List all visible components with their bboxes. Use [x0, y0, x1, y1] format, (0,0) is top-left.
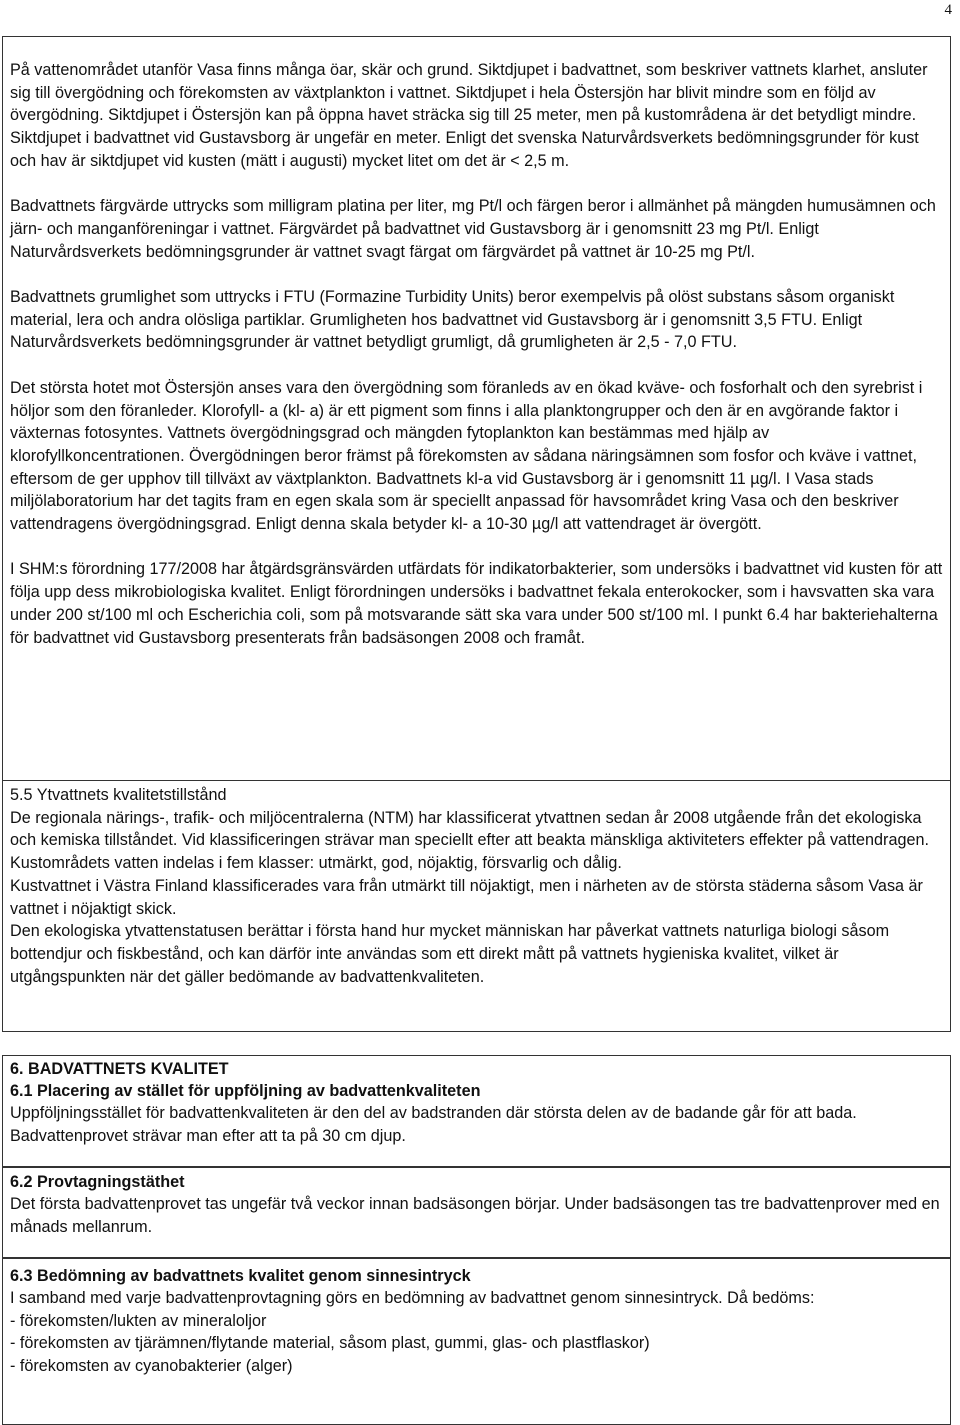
- coastal-classes-text: Kustområdets vatten indelas i fem klasser: utmärkt, god, nöjaktig, försvarlig och dålig.: [10, 854, 622, 873]
- section-title-6-2: 6.2 Provtagningstäthet: [10, 1173, 185, 1191]
- sampling-location-text: Uppföljningsstället för badvattenkvaliteten är den del av badstranden där största delen av de badande går för att bada. Badvattenprovet strävar man efter att ta på 30 cm djup.: [10, 1104, 857, 1145]
- section-6-3-box: [2, 1258, 951, 1425]
- paragraph-visibility: På vattenområdet utanför Vasa finns många öar, skär och grund. Siktdjupet i badvattnet, som beskriver vattnets klarhet, ansluter sig till övergödning och förekomsten av växtplankton i vattnet. Siktdjupet i hela Östersjön har blivit mindre som en följd av övergödning. Siktdjupet i Östersjön kan på öppna havet sträcka sig till 25 meter, men på kustområdena är det betydligt mindre. Siktdjupet i badvattnet vid Gustavsborg är ungefär en meter. Enligt det svenska Naturvårdsverkets bedömningsgrunder för kust och hav är siktdjupet vid kusten (mätt i augusti) mycket litet om det är < 2,5 m.: [10, 61, 928, 170]
- assessment-item-cyanobacteria: - förekomsten av cyanobakterier (alger): [10, 1357, 293, 1376]
- section-title-5-5: 5.5 Ytvattnets kvalitetstillstånd: [10, 786, 227, 804]
- paragraph-turbidity: Badvattnets grumlighet som uttrycks i FTU (Formazine Turbidity Units) beror exempelvis på olöst substans såsom organiskt material, lera och andra olösliga partiklar. Grumligheten hos badvattnet vid Gustavsborg är i genomsnitt 3,5 FTU. Enligt Naturvårdsverkets bedömningsgrunder är vattnet betydligt grumligt, då grumligheten är 2,5 - 7,0 FTU.: [10, 288, 895, 352]
- section-title-6-3: 6.3 Bedömning av badvattnets kvalitet genom sinnesintryck: [10, 1267, 471, 1285]
- water-quality-text-box: [2, 36, 951, 781]
- paragraph-eutrophication: Det största hotet mot Östersjön anses vara den övergödning som föranleds av en ökad kväve- och fosforhalt och den syrebrist i höljor som den föranleder. Klorofyll- a (kl- a) är ett pigment som finns i alla planktongrupper och den är en avgörande faktor i växternas fotosyntes. Vattnets övergödningsgrad och mängden fytoplankton kan bestämmas med hjälp av klorofyllkoncentrationen. Övergödningen beror främst på förekomsten av sådana näringsämnen som fosfor och kväve i vattnet, eftersom de ger upphov till tillväxt av växtplankton. Badvattnets kl-a vid Gustavsborg är i genomsnitt 11 µg/l. I Vasa stads miljölaboratorium har det tagits fram en egen skala som är speciellt anpassad för havsområdet kring Vasa och den beskriver vattendragens övergödningsgrad. Enligt denna skala betyder kl- a 10-30 µg/l att vattendraget är övergött.: [10, 378, 923, 534]
- section-title-6-1: 6.1 Placering av stället för uppföljning av badvattenkvaliteten: [10, 1082, 481, 1100]
- surface-water-status-box: [2, 780, 951, 1032]
- section-6-1-box: [2, 1055, 951, 1167]
- sensory-assessment-text: I samband med varje badvattenprovtagning görs en bedömning av badvattnet genom sinnesintryck. Då bedöms:: [10, 1289, 815, 1307]
- ntm-classification-text: De regionala närings-, trafik- och miljöcentralerna (NTM) har klassificerat ytvattnen sedan år 2008 utgående från det ekologiska och kemiska tillståndet. Vid klassificeringen strävar man speciellt efter att beakta mänskliga aktiviteters effekter på vattendragen.: [10, 808, 929, 850]
- sampling-frequency-text: Det första badvattenprovet tas ungefär två veckor innan badsäsongen börjar. Under badsäsongen tas tre badvattenprover med en månads mellanrum.: [10, 1195, 940, 1236]
- assessment-item-mineral-oils: - förekomsten/lukten av mineraloljor: [10, 1311, 267, 1330]
- paragraph-color-value: Badvattnets färgvärde uttrycks som milligram platina per liter, mg Pt/l och färgen beror i allmänhet på mängden humusämnen och järn- och manganföreningar i vattnet. Färgvärdet på badvattnet vid Gustavsborg är i genomsnitt 23 mg Pt/l. Enligt Naturvårdsverkets bedömningsgrunder är vattnet svagt färgat om färgvärdet på vattnet är 10-25 mg Pt/l.: [10, 197, 936, 261]
- page-number: 4: [944, 2, 952, 18]
- paragraph-indicator-bacteria: I SHM:s förordning 177/2008 har åtgärdsgränsvärden utfärdats för indikatorbakterier, som undersöks i badvattnet vid kusten för att följa upp dess mikrobiologiska kvalitet. Enligt förordningen undersöks i badvattnet fekala enterokocker, som i havsvatten ska vara under 200 st/100 ml och Escherichia coli, som på motsvarande sätt ska vara under 500 st/100 ml. I punkt 6.4 har bakteriehalterna för badvattnet vid Gustavsborg presenterats från badsäsongen 2008 och framåt.: [10, 560, 943, 647]
- section-6-2-box: [2, 1167, 951, 1258]
- assessment-item-tar-materials: - förekomsten av tjärämnen/flytande material, såsom plast, gummi, glas- och plastflaskor): [10, 1334, 650, 1353]
- ecological-status-text: Den ekologiska ytvattenstatusen berättar i första hand hur mycket människan har påverkat vattnets naturliga biologi såsom bottendjur och fiskbestånd, och kan därför inte användas som ett direkt mått på vattnets hygieniska kvalitet, vilket är utgångspunkten när det gäller bedömande av badvattenkvaliteten.: [10, 922, 890, 986]
- section-heading-6: 6. BADVATTNETS KVALITET: [10, 1060, 229, 1078]
- west-finland-text: Kustvattnet i Västra Finland klassificerades vara från utmärkt till nöjaktigt, men i närheten av de största städerna såsom Vasa är vattnet i nöjaktigt skick.: [10, 876, 923, 918]
